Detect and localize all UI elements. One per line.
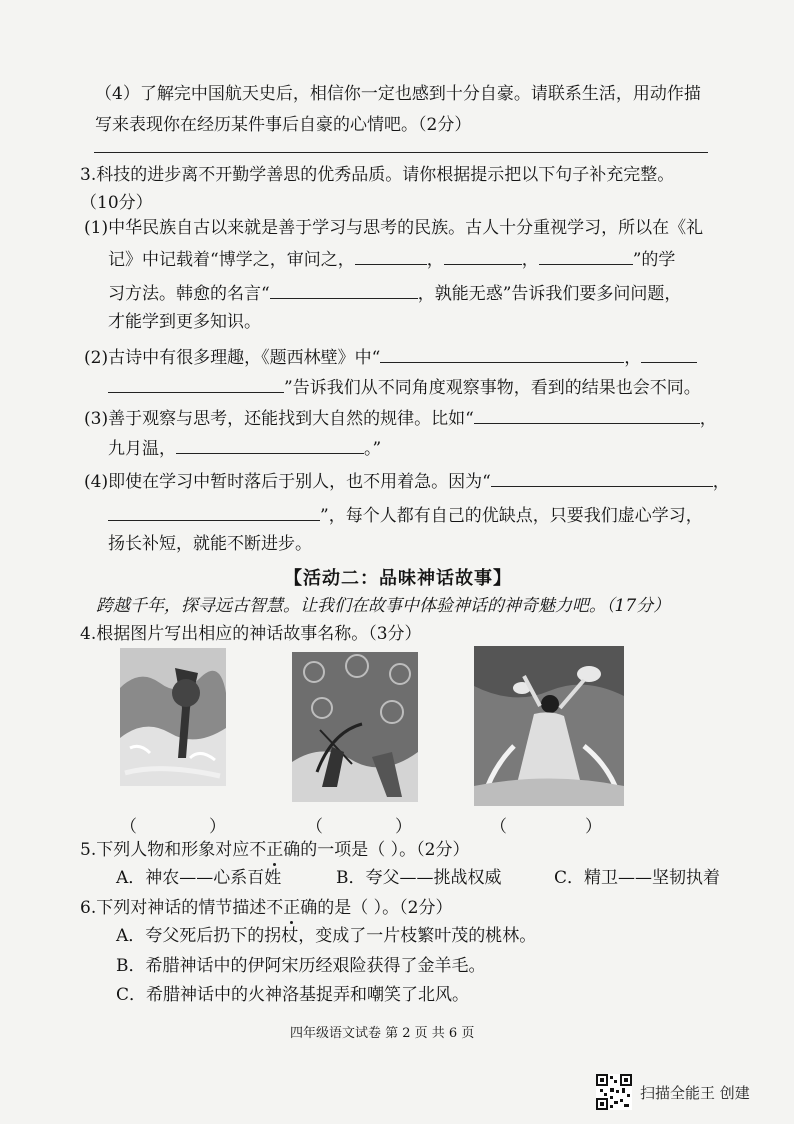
q3-s3-end: 。”: [364, 439, 382, 459]
q5-option-c[interactable]: C．精卫——坚韧执着: [554, 868, 721, 888]
q5-option-a[interactable]: A．神农——心系百姓: [116, 868, 282, 888]
myth-picture-2: [292, 652, 418, 802]
blank-11[interactable]: [108, 502, 320, 521]
q4-answer-3[interactable]: （ ）: [490, 817, 602, 837]
q4-answer-1[interactable]: （ ）: [120, 817, 226, 837]
page-footer: 四年级语文试卷 第 2 页 共 6 页: [290, 1026, 475, 1041]
q6-option-b[interactable]: B．希腊神话中的伊阿宋历经艰险获得了金羊毛。: [116, 956, 486, 976]
q6-option-a[interactable]: A．夸父死后扔下的拐杖，变成了一片枝繁叶茂的桃林。: [116, 926, 537, 946]
q3-s4-text-a: (4)即使在学习中暂时落后于别人，也不用着急。因为“: [84, 472, 491, 492]
q2-4-line1: （4）了解完中国航天史后，相信你一定也感到十分自豪。请联系生活，用动作描: [95, 84, 701, 104]
blank-4[interactable]: [270, 280, 418, 299]
myth-picture-1: [120, 648, 226, 786]
q3-s2-text-b: ”告诉我们从不同角度观察事物，看到的结果也会不同。: [284, 378, 701, 398]
qr-code-icon: [596, 1074, 632, 1110]
q3-s1-line4: 才能学到更多知识。: [108, 312, 261, 332]
blank-3[interactable]: [539, 246, 633, 265]
q2-4-line2: 写来表现你在经历某件事后自豪的心情吧。（2分）: [95, 115, 472, 135]
q3-s4-text-b: ”，每个人都有自己的优缺点，只要我们虚心学习，: [320, 506, 703, 526]
q3-s1-end: ”的学: [632, 250, 676, 270]
q3-s4-line3: 扬长补短，就能不断进步。: [108, 534, 312, 554]
scanner-watermark: 扫描全能王 创建: [640, 1084, 750, 1102]
blank-9[interactable]: [176, 435, 364, 454]
q5-negation: 不正确: [249, 840, 301, 860]
q6-option-c[interactable]: C．希腊神话中的火神洛基捉弄和嘲笑了北风。: [116, 985, 470, 1005]
q3-s2-text-a: (2)古诗中有很多理趣，《题西林壁》中“: [84, 348, 381, 368]
q3-s3-line1: [84, 405, 717, 431]
q3-intro-line2: （10分）: [80, 193, 153, 213]
blank-2[interactable]: [444, 246, 522, 265]
q3-s1-sep2: ，: [521, 250, 539, 270]
myth-picture-3: [474, 646, 624, 806]
q5-prompt: 5.下列人物和形象对应不正确的一项是（ ）。（2分）: [80, 840, 470, 860]
q6-prompt: 6.下列对神话的情节描述不正确的是（ ）。（2分）: [80, 898, 453, 918]
q3-intro-line1: 3.科技的进步离不开勤学善思的优秀品质。请你根据提示把以下句子补充完整。: [80, 165, 675, 185]
activity2-intro: 跨越千年，探寻远古智慧。让我们在故事中体验神话的神奇魅力吧。（17分）: [96, 596, 671, 616]
q3-s1-text-b: 习方法。韩愈的名言“: [108, 284, 270, 304]
q3-s2-sep: ，: [624, 348, 642, 368]
blank-1[interactable]: [355, 246, 427, 265]
q3-s3-line2: [108, 435, 381, 461]
q4-prompt: 4.根据图片写出相应的神话故事名称。（3分）: [80, 624, 422, 644]
q3-s1-line1: (1)中华民族自古以来就是善于学习与思考的民族。古人十分重视学习，所以在《礼: [84, 218, 704, 238]
blank-5[interactable]: [380, 344, 624, 363]
q5-option-b[interactable]: B．夸父——挑战权威: [336, 868, 502, 888]
q3-s1-text-c: ，孰能无惑”告诉我们要多问问题，: [417, 284, 682, 304]
q3-s1-line2: [108, 246, 675, 272]
q3-s4-line2: [108, 502, 703, 528]
q2-4-answer-line[interactable]: [94, 152, 708, 153]
q3-s2-line2: [108, 374, 701, 400]
q3-s4-line1: [84, 468, 730, 494]
q3-s3-text-b: 九月温，: [108, 439, 176, 459]
q3-s3-sep: ，: [699, 409, 717, 429]
blank-10[interactable]: [491, 468, 713, 487]
q3-s1-line3: [108, 280, 681, 306]
q3-s1-sep1: ，: [426, 250, 444, 270]
q4-answer-2[interactable]: （ ）: [306, 817, 412, 837]
blank-7[interactable]: [108, 374, 284, 393]
q3-s1-text-a: 记》中记载着“博学之，审问之，: [108, 250, 355, 270]
q3-s4-sep: ，: [712, 472, 730, 492]
activity2-title: 【活动二：品味神话故事】: [284, 568, 512, 589]
blank-6[interactable]: [641, 344, 697, 363]
q3-s2-line1: [84, 344, 697, 370]
q3-s3-text-a: (3)善于观察与思考，还能找到大自然的规律。比如“: [84, 409, 474, 429]
q6-negation: 不正确: [266, 898, 318, 918]
blank-8[interactable]: [474, 405, 700, 424]
